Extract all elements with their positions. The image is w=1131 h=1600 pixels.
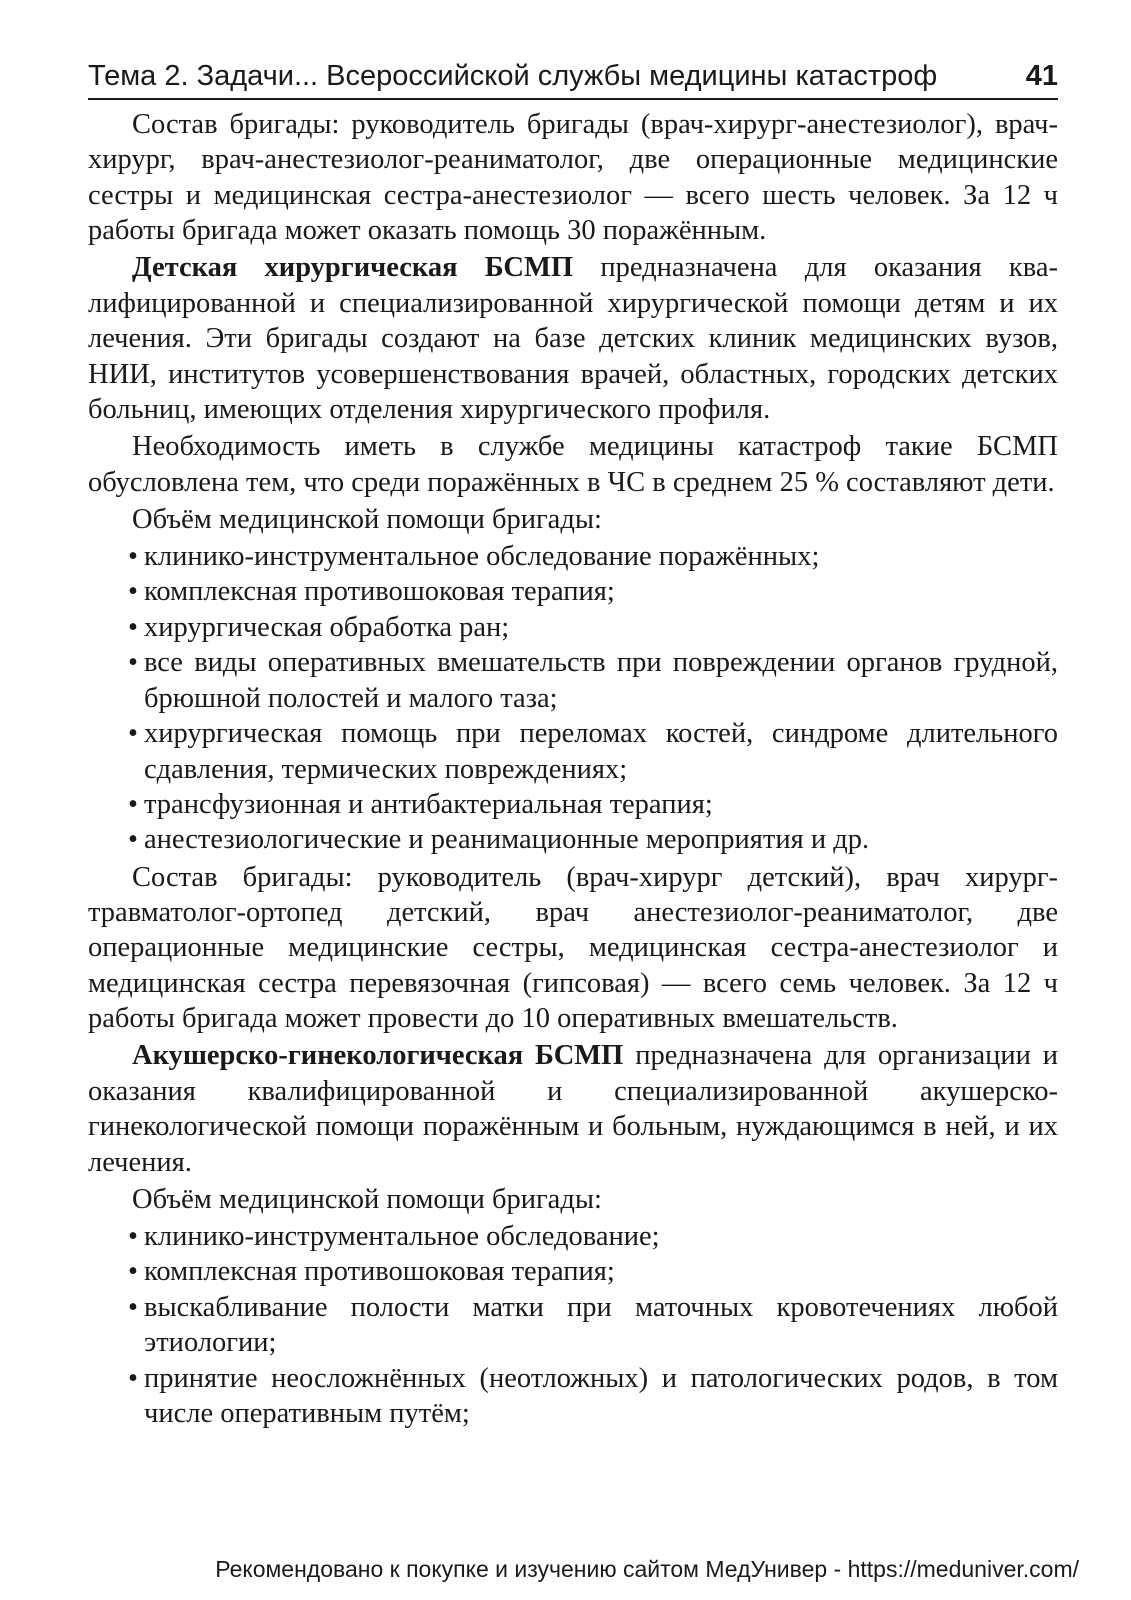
paragraph-pediatric-surgical bbox=[88, 250, 1058, 427]
list-item: • все виды оперативных вмешательств при повреждении органов грудной, брюшной полостей и малого таза; bbox=[128, 647, 1058, 714]
footer-recommendation: Рекомендовано к покупке и изучению сайтом МедУнивер - https://meduniver.com/ bbox=[215, 1556, 1079, 1582]
list-item: • выскабливание полости матки при маточных кровотечениях любой этиологии; bbox=[128, 1291, 1058, 1359]
list-item: • анестезиологические и реанимационные мероприятия и др. bbox=[88, 822, 1058, 857]
paragraph-text: предназначена для организации и оказания квалифицированной и специализированной акушерско-гинекологической помощи поражённым и больным, нуждающимся в ней, и их лечения. bbox=[88, 1040, 1059, 1178]
list-item: • хирургическая помощь при переломах костей, синдроме длительного сдавления, термических повреждениях; bbox=[128, 718, 1058, 785]
list-item: • трансфузионная и антибактериальная терапия; bbox=[88, 787, 1058, 822]
bullet-icon: • bbox=[128, 788, 138, 820]
paragraph-pediatric-composition: Состав бригады: руководитель (врач-хирург детский), врач хирург-травматолог-ортопед детский, врач анестезиолог-реаниматолог, две операционные медицинские сестры, медицинская сестра-анестезиолог и медицинская сестра перевязочная (гипсовая) — всего семь человек. За 12 ч работы бригада может провести до 10 оперативных вмешательств. bbox=[88, 861, 1058, 1035]
list-item: • клинико-инструментальное обследование; bbox=[88, 1219, 1058, 1254]
book-page bbox=[88, 58, 1058, 1433]
bullet-icon: • bbox=[128, 824, 138, 856]
list-item: • комплексная противошоковая терапия; bbox=[88, 1254, 1058, 1289]
bullet-icon: • bbox=[128, 576, 138, 608]
bullet-list-obstetric-scope bbox=[88, 1219, 1058, 1431]
bullet-icon: • bbox=[128, 647, 138, 679]
running-title: Тема 2. Задачи... Всероссийской службы медицины катастроф bbox=[88, 60, 938, 92]
term-obstetric: Акушерско-гинекологическая БСМП bbox=[132, 1040, 624, 1072]
paragraph-obstetric bbox=[88, 1038, 1058, 1180]
page-body bbox=[88, 107, 1058, 1431]
paragraph-brigade-composition: Состав бригады: руководитель бригады (врач-хирург-анестезиолог), врач-хирург, врач-анестезиолог-реаниматолог, две операционные медицинские сестры и медицинская сестра-анестезиолог — всего шесть человек. За 12 ч работы бригада может оказать помощь 30 поражённым. bbox=[88, 109, 1058, 247]
list-item: • клинико-инструментальное обследование поражённых; bbox=[88, 539, 1058, 574]
bullet-list-pediatric-scope bbox=[88, 539, 1058, 858]
list-item: • принятие неосложнённых (неотложных) и патологических родов, в том числе оперативным путём; bbox=[128, 1362, 1058, 1429]
bullet-icon: • bbox=[128, 718, 138, 750]
bullet-icon: • bbox=[128, 1220, 138, 1252]
term-pediatric-surgical: Детская хирургическая БСМП bbox=[132, 252, 574, 284]
running-header bbox=[88, 58, 1058, 100]
bullet-icon: • bbox=[128, 611, 138, 643]
list-item: • хирургическая обработка ран; bbox=[88, 610, 1058, 645]
bullet-icon: • bbox=[128, 1291, 138, 1323]
bullet-icon: • bbox=[128, 1256, 138, 1288]
list-item: • комплексная противошоковая терапия; bbox=[88, 574, 1058, 609]
paragraph-necessity: Необходимость иметь в службе медицины катастроф такие БСМП обусловлена тем, что среди поражённых в ЧС в среднем 25 % составляют дети. bbox=[88, 431, 1058, 498]
paragraph-scope-heading-2: Объём медицинской помощи бригады: bbox=[132, 1183, 602, 1215]
bullet-icon: • bbox=[128, 541, 138, 573]
page-number: 41 bbox=[1025, 60, 1058, 92]
paragraph-text: предназначена для оказания квалифицированной и специализированной хирургической помощи детям и их лечения. Эти бригады создают на базе детских клиник медицинских вузов, НИИ, институтов усовершенствования врачей, областных, городских детских больниц, имеющих отделения хирургического профиля. bbox=[88, 252, 1059, 426]
paragraph-scope-heading: Объём медицинской помощи бригады: bbox=[132, 503, 602, 535]
bullet-icon: • bbox=[128, 1362, 138, 1394]
